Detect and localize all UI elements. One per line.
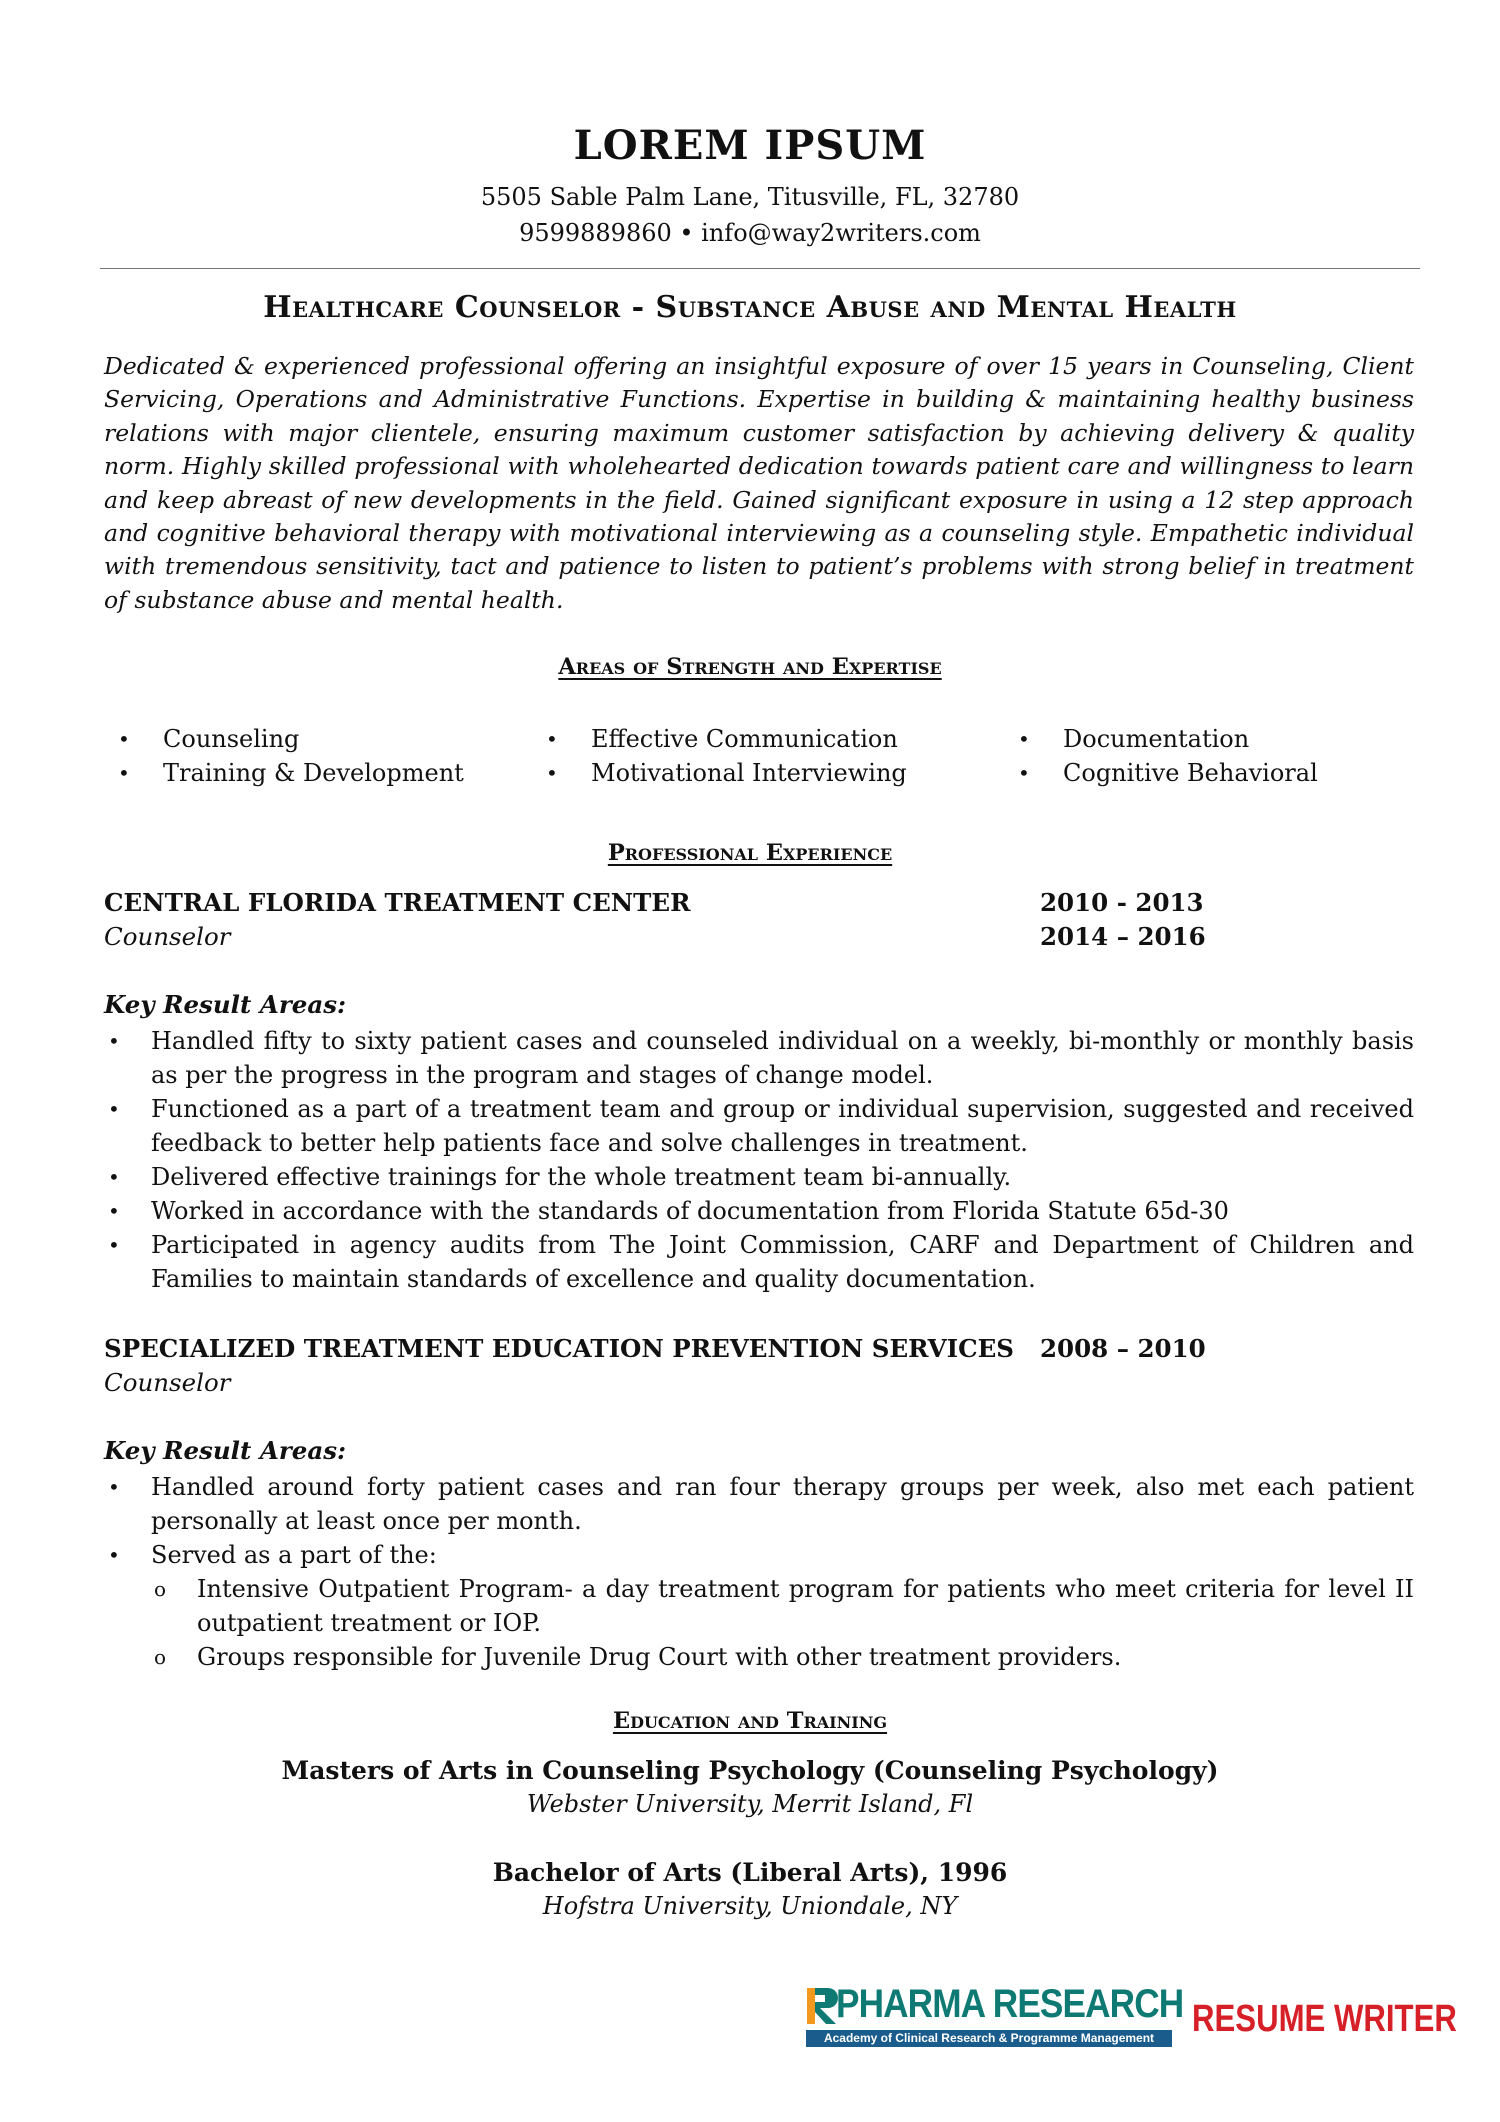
bullet-icon: • — [1018, 761, 1030, 785]
header-divider — [100, 268, 1420, 269]
strength-item: • Documentation — [1018, 722, 1318, 756]
job-dates: 2014 – 2016 — [1040, 922, 1206, 951]
bullet-icon: • — [1018, 727, 1030, 751]
job-role: Counselor — [104, 922, 231, 951]
key-result-areas-label: Key Result Areas: — [104, 1436, 347, 1465]
list-item: • Participated in agency audits from The Joint Commission, CARF and Department of Children and Families to maintain standards of excellence and quality documentation. — [104, 1228, 1414, 1296]
strength-item: • Training & Development — [118, 756, 464, 790]
degree: Bachelor of Arts (Liberal Arts), 1996 — [492, 1858, 1008, 1887]
key-result-areas-label: Key Result Areas: — [104, 990, 347, 1019]
job-role: Counselor — [104, 1368, 231, 1397]
bullet-icon: • — [108, 1233, 120, 1257]
strengths-section-title: Areas of Strength and Expertise — [558, 654, 942, 680]
bullet-icon: • — [546, 761, 558, 785]
professional-headline: Healthcare Counselor - Substance Abuse and Mental Health — [263, 290, 1237, 325]
strengths-column-2 — [546, 722, 907, 790]
circle-bullet-icon: o — [154, 1645, 167, 1669]
list-item: • Served as a part of the: — [104, 1538, 1414, 1572]
bullet-icon: • — [108, 1543, 120, 1567]
job-employer: SPECIALIZED TREATMENT EDUCATION PREVENTION SERVICES — [104, 1334, 1014, 1363]
pharma-r-icon — [806, 1986, 840, 2028]
school: Hofstra University, Uniondale, NY — [542, 1892, 958, 1920]
sub-list-item: o Groups responsible for Juvenile Drug Court with other treatment providers. — [104, 1640, 1414, 1674]
strengths-column-1 — [118, 722, 464, 790]
resume-writer-brand: RESUME WRITER — [1192, 1998, 1457, 2040]
logo-wordmark: PHARMA RESEARCH — [836, 1982, 1184, 2026]
job-bullets — [104, 1470, 1414, 1674]
strengths-list — [0, 722, 1500, 802]
experience-section-title: Professional Experience — [607, 840, 893, 866]
pharma-research-logo — [806, 1982, 1184, 2048]
professional-summary: Dedicated & experienced professional offering an insightful exposure of over 15 years in Counseling, Client Servicing, Operations and Administrative Functions. Expertise in building & maintaining healthy business relations with major clientele, ensuring maximum customer satisfaction by achieving delivery & quality norm. Highly skilled professional with wholehearted dedication towards patient care and willingness to learn and keep abreast of new developments in the field. Gained significant exposure in using a 12 step approach and cognitive behavioral therapy with motivational interviewing as a counseling style. Empathetic individual with tremendous sensitivity, tact and patience to listen to patient’s problems with strong belief in treatment of substance abuse and mental health. — [104, 352, 1414, 614]
list-item: • Delivered effective trainings for the whole treatment team bi-annually. — [104, 1160, 1414, 1194]
list-item: • Handled fifty to sixty patient cases and counseled individual on a weekly, bi-monthly or monthly basis as per the progress in the program and stages of change model. — [104, 1024, 1414, 1092]
address: 5505 Sable Palm Lane, Titusville, FL, 32780 — [480, 183, 1020, 211]
logo-tagline: Academy of Clinical Research & Programme Management — [806, 2030, 1172, 2047]
list-item: • Handled around forty patient cases and ran four therapy groups per week, also met each patient personally at least once per month. — [104, 1470, 1414, 1538]
bullet-icon: • — [546, 727, 558, 751]
job-employer: CENTRAL FLORIDA TREATMENT CENTER — [104, 888, 691, 917]
strength-item: • Motivational Interviewing — [546, 756, 907, 790]
strength-item: • Effective Communication — [546, 722, 907, 756]
strengths-column-3 — [1018, 722, 1318, 790]
degree: Masters of Arts in Counseling Psychology (Counseling Psychology) — [281, 1756, 1219, 1785]
bullet-icon: • — [108, 1199, 120, 1223]
bullet-icon: • — [108, 1029, 120, 1053]
sub-list-item: o Intensive Outpatient Program- a day treatment program for patients who meet criteria for level II outpatient treatment or IOP. — [104, 1572, 1414, 1640]
list-item: • Functioned as a part of a treatment team and group or individual supervision, suggested and received feedback to better help patients face and solve challenges in treatment. — [104, 1092, 1414, 1160]
phone-email: 9599889860 • info@way2writers.com — [519, 219, 981, 247]
job-dates: 2008 – 2010 — [1040, 1334, 1206, 1363]
bullet-icon: • — [118, 761, 130, 785]
list-item: • Worked in accordance with the standards of documentation from Florida Statute 65d-30 — [104, 1194, 1414, 1228]
bullet-icon: • — [108, 1165, 120, 1189]
education-section-title: Education and Training — [612, 1708, 888, 1734]
school: Webster University, Merrit Island, Fl — [526, 1790, 974, 1818]
strength-item: • Counseling — [118, 722, 464, 756]
bullet-icon: • — [108, 1475, 120, 1499]
job-bullets — [104, 1024, 1414, 1296]
job-dates: 2010 - 2013 — [1040, 888, 1204, 917]
bullet-icon: • — [108, 1097, 120, 1121]
bullet-icon: • — [118, 727, 130, 751]
strength-item: • Cognitive Behavioral — [1018, 756, 1318, 790]
candidate-name: LOREM IPSUM — [573, 122, 927, 169]
circle-bullet-icon: o — [154, 1577, 167, 1601]
